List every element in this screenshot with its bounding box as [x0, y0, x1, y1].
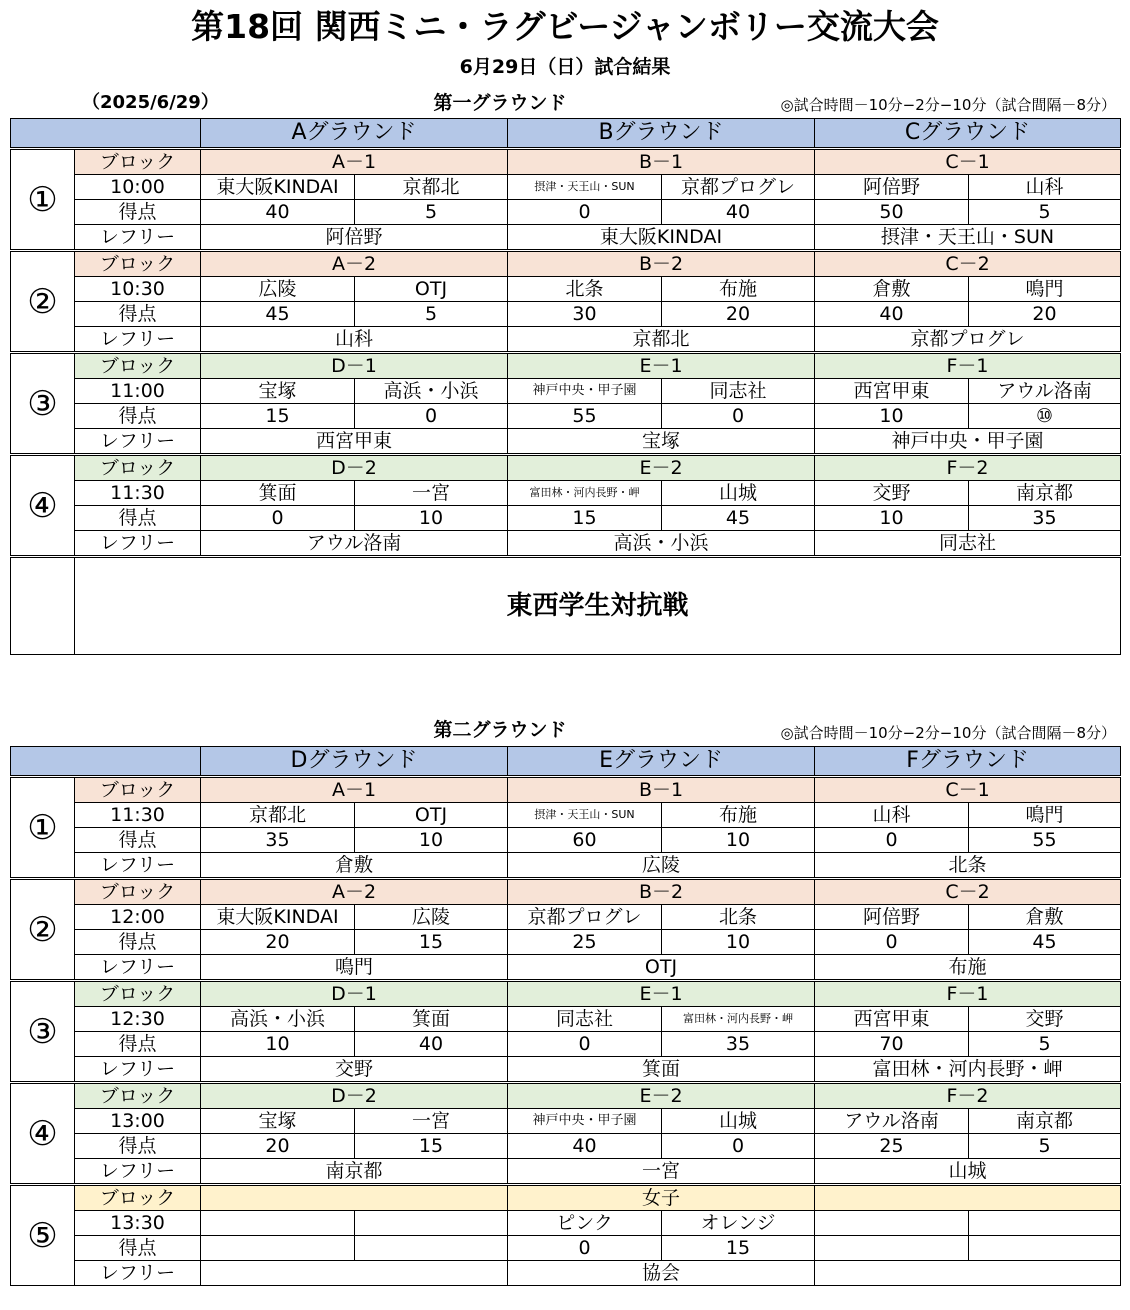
referee-team: OTJ: [508, 955, 815, 981]
team-score: 15: [508, 506, 662, 531]
team-score: 10: [355, 828, 508, 853]
round-number: ①: [11, 777, 75, 879]
team-score: 70: [815, 1032, 969, 1057]
team-name: アウル洛南: [815, 1109, 969, 1134]
team-score: 35: [969, 506, 1121, 531]
team-name: 北条: [508, 277, 662, 302]
referee-label: レフリー: [75, 327, 201, 353]
team-name: 箕面: [201, 481, 355, 506]
team-name: 京都北: [201, 803, 355, 828]
team-name: 西宮甲東: [815, 379, 969, 404]
team-name: 宝塚: [201, 1109, 355, 1134]
block-name: [201, 1185, 508, 1211]
referee-label: レフリー: [75, 1261, 201, 1286]
team-score: [815, 1236, 969, 1261]
team-score: 15: [355, 1134, 508, 1159]
score-label: 得点: [75, 404, 201, 429]
team-score: [355, 1236, 508, 1261]
match-time-note-1: ◎試合時間－10分−2分−10分（試合間隔－8分）: [780, 96, 1116, 114]
block-label: ブロック: [75, 353, 201, 379]
round-number: ④: [11, 455, 75, 557]
referee-team: 広陵: [508, 853, 815, 879]
ground-label-2: 第二グラウンド: [433, 719, 567, 741]
team-name: [969, 1211, 1121, 1236]
kickoff-time: 13:00: [75, 1109, 201, 1134]
team-score: 40: [355, 1032, 508, 1057]
round-number: ②: [11, 879, 75, 981]
team-score: 35: [662, 1032, 815, 1057]
team-score: 30: [508, 302, 662, 327]
team-name: 箕面: [355, 1007, 508, 1032]
team-name: 宝塚: [201, 379, 355, 404]
team-score: 0: [355, 404, 508, 429]
team-name: 山城: [662, 481, 815, 506]
team-score: 0: [508, 1236, 662, 1261]
block-name: B－1: [508, 777, 815, 803]
block-name: E－1: [508, 353, 815, 379]
referee-team: [815, 1261, 1121, 1286]
team-score: 0: [508, 1032, 662, 1057]
round-number: ③: [11, 353, 75, 455]
team-name: 神戸中央・甲子園: [508, 379, 662, 404]
block-name: F－1: [815, 981, 1121, 1007]
team-score: 50: [815, 200, 969, 225]
team-score: 40: [662, 200, 815, 225]
block-name: C－2: [815, 251, 1121, 277]
ground-label-1: 第一グラウンド: [433, 92, 567, 114]
team-name: 神戸中央・甲子園: [508, 1109, 662, 1134]
team-name: 鳴門: [969, 803, 1121, 828]
team-name: 一宮: [355, 1109, 508, 1134]
team-score: 15: [662, 1236, 815, 1261]
team-name: 摂津・天王山・SUN: [508, 803, 662, 828]
team-name: 同志社: [662, 379, 815, 404]
referee-team: 北条: [815, 853, 1121, 879]
block-name: A－1: [201, 777, 508, 803]
team-name: 東大阪KINDAI: [201, 175, 355, 200]
team-score: 0: [508, 200, 662, 225]
referee-team: 山科: [201, 327, 508, 353]
team-score: 10: [662, 828, 815, 853]
score-label: 得点: [75, 828, 201, 853]
team-score: 40: [201, 200, 355, 225]
team-score: 20: [662, 302, 815, 327]
team-score: 55: [508, 404, 662, 429]
team-score: 0: [815, 930, 969, 955]
block-name: F－1: [815, 353, 1121, 379]
team-name: [201, 1211, 355, 1236]
team-score: 5: [969, 1032, 1121, 1057]
team-score: 20: [969, 302, 1121, 327]
team-name: 広陵: [355, 905, 508, 930]
team-name: OTJ: [355, 803, 508, 828]
referee-label: レフリー: [75, 1159, 201, 1185]
referee-team: 箕面: [508, 1057, 815, 1083]
team-score: ⑩: [969, 404, 1121, 429]
schedule-table-ground-2: [10, 746, 1121, 1286]
referee-team: 東大阪KINDAI: [508, 225, 815, 251]
block-name: B－1: [508, 149, 815, 175]
team-name: 富田林・河内長野・岬: [508, 481, 662, 506]
team-name: 東大阪KINDAI: [201, 905, 355, 930]
block-name: F－2: [815, 1083, 1121, 1109]
team-name: 京都プログレ: [508, 905, 662, 930]
team-score: 55: [969, 828, 1121, 853]
team-score: [969, 1236, 1121, 1261]
round-group: [11, 353, 1121, 455]
score-label: 得点: [75, 930, 201, 955]
block-name: B－2: [508, 251, 815, 277]
round-number: ②: [11, 251, 75, 353]
page-title: 第18回 関西ミニ・ラグビージャンボリー交流大会: [191, 7, 939, 46]
block-name: D－1: [201, 981, 508, 1007]
referee-team: 西宮甲東: [201, 429, 508, 455]
block-label: ブロック: [75, 879, 201, 905]
referee-team: 協会: [508, 1261, 815, 1286]
block-name: B－2: [508, 879, 815, 905]
team-score: 5: [355, 302, 508, 327]
team-score: 10: [201, 1032, 355, 1057]
block-name: A－2: [201, 251, 508, 277]
referee-label: レフリー: [75, 225, 201, 251]
block-label: ブロック: [75, 1083, 201, 1109]
ground-header: Bグラウンド: [508, 119, 815, 149]
header-corner: [11, 119, 201, 149]
referee-team: 宝塚: [508, 429, 815, 455]
referee-team: 摂津・天王山・SUN: [815, 225, 1121, 251]
team-score: 0: [662, 404, 815, 429]
team-name: 西宮甲東: [815, 1007, 969, 1032]
team-name: 南京都: [969, 481, 1121, 506]
block-name: 女子: [508, 1185, 815, 1211]
block-label: ブロック: [75, 777, 201, 803]
team-name: 鳴門: [969, 277, 1121, 302]
page-subtitle: 6月29日（日）試合結果: [459, 56, 671, 78]
score-label: 得点: [75, 302, 201, 327]
team-score: 10: [662, 930, 815, 955]
referee-label: レフリー: [75, 1057, 201, 1083]
kickoff-time: 11:30: [75, 803, 201, 828]
block-name: [815, 1185, 1121, 1211]
team-name: 布施: [662, 803, 815, 828]
round-number: ④: [11, 1083, 75, 1185]
block-label: ブロック: [75, 455, 201, 481]
referee-team: 交野: [201, 1057, 508, 1083]
team-name: アウル洛南: [969, 379, 1121, 404]
team-name: 京都プログレ: [662, 175, 815, 200]
match-time-note-2: ◎試合時間－10分−2分−10分（試合間隔－8分）: [780, 724, 1116, 742]
round-group: [11, 981, 1121, 1083]
team-score: 10: [815, 506, 969, 531]
team-name: 阿倍野: [815, 175, 969, 200]
referee-team: 布施: [815, 955, 1121, 981]
team-name: 摂津・天王山・SUN: [508, 175, 662, 200]
round-group: [11, 455, 1121, 557]
kickoff-time: 11:30: [75, 481, 201, 506]
team-name: ピンク: [508, 1211, 662, 1236]
team-score: 25: [815, 1134, 969, 1159]
team-name: 一宮: [355, 481, 508, 506]
referee-team: 阿倍野: [201, 225, 508, 251]
team-score: 15: [201, 404, 355, 429]
referee-team: [201, 1261, 508, 1286]
event-title: 東西学生対抗戦: [75, 557, 1121, 655]
header-corner: [11, 747, 201, 777]
team-score: 10: [815, 404, 969, 429]
team-score: 5: [969, 200, 1121, 225]
block-name: A－1: [201, 149, 508, 175]
team-name: OTJ: [355, 277, 508, 302]
referee-team: 一宮: [508, 1159, 815, 1185]
round-group: [11, 879, 1121, 981]
team-name: 広陵: [201, 277, 355, 302]
ground-header: Dグラウンド: [201, 747, 508, 777]
referee-label: レフリー: [75, 955, 201, 981]
referee-team: 同志社: [815, 531, 1121, 557]
team-score: 15: [355, 930, 508, 955]
referee-team: 京都プログレ: [815, 327, 1121, 353]
team-name: 京都北: [355, 175, 508, 200]
score-label: 得点: [75, 1032, 201, 1057]
team-score: 35: [201, 828, 355, 853]
kickoff-time: 10:30: [75, 277, 201, 302]
kickoff-time: 11:00: [75, 379, 201, 404]
team-score: 0: [815, 828, 969, 853]
team-score: 40: [815, 302, 969, 327]
referee-team: 山城: [815, 1159, 1121, 1185]
team-name: 山科: [969, 175, 1121, 200]
team-score: 20: [201, 1134, 355, 1159]
team-score: [201, 1236, 355, 1261]
team-score: 45: [201, 302, 355, 327]
team-name: 北条: [662, 905, 815, 930]
block-name: D－2: [201, 455, 508, 481]
team-score: 20: [201, 930, 355, 955]
score-label: 得点: [75, 506, 201, 531]
referee-team: 高浜・小浜: [508, 531, 815, 557]
block-label: ブロック: [75, 981, 201, 1007]
round-number: ③: [11, 981, 75, 1083]
block-label: ブロック: [75, 149, 201, 175]
round-group: [11, 777, 1121, 879]
referee-team: アウル洛南: [201, 531, 508, 557]
block-name: C－1: [815, 777, 1121, 803]
block-name: F－2: [815, 455, 1121, 481]
referee-team: 倉敷: [201, 853, 508, 879]
kickoff-time: 12:30: [75, 1007, 201, 1032]
kickoff-time: 13:30: [75, 1211, 201, 1236]
team-name: 倉敷: [969, 905, 1121, 930]
score-label: 得点: [75, 1134, 201, 1159]
round-number: ①: [11, 149, 75, 251]
referee-label: レフリー: [75, 429, 201, 455]
block-name: D－2: [201, 1083, 508, 1109]
block-name: E－2: [508, 1083, 815, 1109]
team-score: 0: [662, 1134, 815, 1159]
team-score: 60: [508, 828, 662, 853]
block-name: E－1: [508, 981, 815, 1007]
referee-team: 富田林・河内長野・岬: [815, 1057, 1121, 1083]
team-name: 布施: [662, 277, 815, 302]
referee-label: レフリー: [75, 853, 201, 879]
team-name: [355, 1211, 508, 1236]
event-round-empty: [11, 557, 75, 655]
referee-team: 神戸中央・甲子園: [815, 429, 1121, 455]
team-name: [815, 1211, 969, 1236]
score-label: 得点: [75, 1236, 201, 1261]
team-name: 交野: [815, 481, 969, 506]
block-name: D－1: [201, 353, 508, 379]
round-group: [11, 1083, 1121, 1185]
round-group: [11, 149, 1121, 251]
team-score: 5: [355, 200, 508, 225]
kickoff-time: 12:00: [75, 905, 201, 930]
block-name: C－1: [815, 149, 1121, 175]
ground-header: Eグラウンド: [508, 747, 815, 777]
team-score: 10: [355, 506, 508, 531]
team-name: 富田林・河内長野・岬: [662, 1007, 815, 1032]
team-score: 0: [201, 506, 355, 531]
ground-header: Aグラウンド: [201, 119, 508, 149]
referee-team: 鳴門: [201, 955, 508, 981]
ground-header: Cグラウンド: [815, 119, 1121, 149]
round-group: [11, 1185, 1121, 1286]
ground-header: Fグラウンド: [815, 747, 1121, 777]
referee-team: 南京都: [201, 1159, 508, 1185]
block-label: ブロック: [75, 251, 201, 277]
team-name: オレンジ: [662, 1211, 815, 1236]
team-name: 南京都: [969, 1109, 1121, 1134]
round-group: [11, 251, 1121, 353]
score-label: 得点: [75, 200, 201, 225]
referee-team: 京都北: [508, 327, 815, 353]
team-name: 倉敷: [815, 277, 969, 302]
team-name: 高浜・小浜: [201, 1007, 355, 1032]
date-label: （2025/6/29）: [82, 92, 219, 113]
team-name: 高浜・小浜: [355, 379, 508, 404]
team-name: 阿倍野: [815, 905, 969, 930]
kickoff-time: 10:00: [75, 175, 201, 200]
team-name: 交野: [969, 1007, 1121, 1032]
team-name: 同志社: [508, 1007, 662, 1032]
team-score: 45: [969, 930, 1121, 955]
team-score: 45: [662, 506, 815, 531]
block-name: E－2: [508, 455, 815, 481]
block-name: A－2: [201, 879, 508, 905]
block-name: C－2: [815, 879, 1121, 905]
referee-label: レフリー: [75, 531, 201, 557]
schedule-table-ground-1: [10, 118, 1121, 655]
round-number: ⑤: [11, 1185, 75, 1286]
team-score: 5: [969, 1134, 1121, 1159]
block-label: ブロック: [75, 1185, 201, 1211]
team-score: 40: [508, 1134, 662, 1159]
team-name: 山城: [662, 1109, 815, 1134]
team-score: 25: [508, 930, 662, 955]
team-name: 山科: [815, 803, 969, 828]
